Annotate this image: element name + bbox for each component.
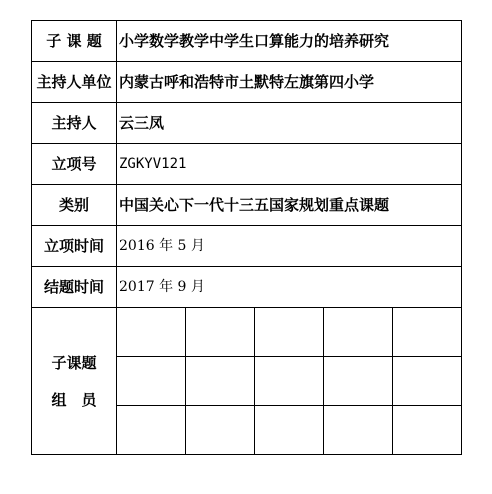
row-host-unit <box>32 62 462 103</box>
member-cell <box>393 357 462 406</box>
member-cell <box>255 357 324 406</box>
member-cell <box>324 308 393 357</box>
label-host-unit: 主持人单位 <box>32 62 117 103</box>
row-end-date <box>32 267 462 308</box>
member-cell <box>186 308 255 357</box>
value-host-unit: 内蒙古呼和浩特市土默特左旗第四小学 <box>117 62 462 103</box>
members-label-line1: 子课题 <box>51 353 97 372</box>
value-project-number: ZGKYV121 <box>117 144 462 185</box>
member-cell <box>117 406 186 455</box>
members-label-line2: 组 员 <box>51 390 97 409</box>
row-subject <box>32 21 462 62</box>
member-cell <box>117 357 186 406</box>
member-cell <box>324 406 393 455</box>
member-cell <box>324 357 393 406</box>
member-row-1 <box>32 308 462 357</box>
label-project-number: 立项号 <box>32 144 117 185</box>
label-start-date: 立项时间 <box>32 226 117 267</box>
value-category: 中国关心下一代十三五国家规划重点课题 <box>117 185 462 226</box>
value-subject: 小学数学教学中学生口算能力的培养研究 <box>117 21 462 62</box>
label-category: 类别 <box>32 185 117 226</box>
member-cell <box>186 406 255 455</box>
member-cell <box>255 308 324 357</box>
members-label <box>32 308 117 455</box>
row-start-date <box>32 226 462 267</box>
value-start-date: 2016 年 5 月 <box>117 226 462 267</box>
row-category <box>32 185 462 226</box>
member-cell <box>186 357 255 406</box>
project-info-table <box>31 20 462 455</box>
member-cell <box>255 406 324 455</box>
value-host: 云三凤 <box>117 103 462 144</box>
member-cell <box>117 308 186 357</box>
member-cell <box>393 308 462 357</box>
label-host: 主持人 <box>32 103 117 144</box>
member-cell <box>393 406 462 455</box>
row-host <box>32 103 462 144</box>
label-end-date: 结题时间 <box>32 267 117 308</box>
row-project-number <box>32 144 462 185</box>
label-subject: 子 课 题 <box>32 21 117 62</box>
value-end-date: 2017 年 9 月 <box>117 267 462 308</box>
